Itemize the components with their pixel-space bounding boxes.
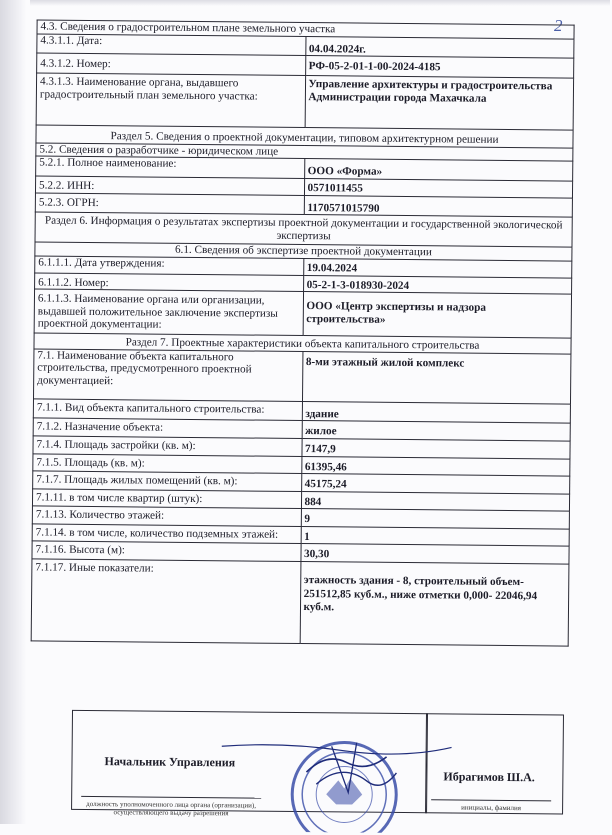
row-value: 61395,46 (301, 456, 570, 476)
row-label: 7.1. Наименование объекта капитального строительства, предусмотренного проектной документацией: (34, 349, 303, 402)
row-label: 7.1.13. Количество этажей: (32, 506, 301, 526)
row-value: 30,30 (300, 544, 569, 564)
caption-name: инициалы, фамилия (461, 803, 522, 813)
section-5-subtitle: 5.2. Сведения о разработчике - юридическом лице (36, 143, 573, 162)
caption-position: должность уполномоченного лица органа (организации), осуществляющего выдачу разрешения (86, 799, 257, 818)
table-row (34, 349, 571, 404)
row-label: 7.1.17. Иные показатели: (31, 559, 300, 644)
row-value: 7147,9 (301, 438, 570, 458)
section-6-subtitle: 6.1. Сведения об экспертизе проектной документации (35, 242, 572, 261)
row-value: ООО «Форма» (304, 159, 573, 181)
row-label: 6.1.1.3. Наименование органа или организации, выдавшей положительное заключение экспертизы проектной документации: (34, 289, 303, 336)
row-label: 7.1.11. в том числе квартир (штук): (32, 489, 301, 509)
row-value: 1170571015790 (304, 195, 573, 217)
row-value: 884 (301, 491, 570, 511)
row-label: 7.1.7. Площадь жилых помещений (кв. м): (33, 471, 302, 491)
permit-table (31, 19, 575, 646)
row-label: 4.3.1.1. Дата: (37, 34, 306, 56)
row-value: 45175,24 (301, 474, 570, 494)
row-value: этажность здания - 8, строительный объем- 251512,85 куб.м., ниже отметки 0,000- 22046,94 куб.м. (300, 562, 569, 647)
row-value: 04.04.2024г. (305, 36, 574, 58)
table-row (36, 73, 573, 130)
page-number: 2 (554, 16, 563, 35)
table-row (34, 289, 571, 338)
row-label: 7.1.14. в том числе, количество подземных этажей: (32, 524, 301, 544)
signatory-name: Ибрагимов Ш.А. (443, 769, 535, 785)
row-label: 4.3.1.2. Номер: (37, 53, 306, 76)
row-value: РФ-05-2-01-1-00-2024-4185 (305, 56, 574, 79)
signature-block (71, 710, 572, 825)
table-row (31, 559, 569, 646)
section-5-title: Раздел 5. Сведения о проектной документации, типовом архитектурном решении (36, 125, 573, 148)
row-value: 1 (301, 526, 570, 546)
signature-stroke-icon (222, 731, 452, 763)
row-label: 5.2.2. ИНН: (35, 176, 304, 195)
row-label: 7.1.2. Назначение объекта: (33, 418, 302, 438)
row-value: ООО «Центр экспертизы и надзора строительства» (303, 292, 572, 339)
signatory-position: Начальник Управления (104, 754, 236, 770)
row-label: 7.1.1. Вид объекта капитального строительства: (33, 399, 302, 421)
row-label: 7.1.16. Высота (м): (32, 541, 301, 561)
row-label: 5.2.3. ОГРН: (35, 193, 304, 215)
row-label: 4.3.1.3. Наименование органа, выдавшего градостроительный план земельного участка: (36, 73, 305, 128)
row-value: 8-ми этажный жилой комплекс (302, 351, 571, 404)
section-6-title: Раздел 6. Информация о результатах экспертизы проектной документации и государственной экологической экспертизы (35, 212, 572, 247)
section-7-title: Раздел 7. Проектные характеристики объекта капитального строительства (34, 333, 571, 354)
row-value: 0571011455 (304, 178, 573, 197)
row-label: 7.1.5. Площадь (кв. м): (33, 453, 302, 473)
row-label: 5.2.1. Полное наименование: (36, 156, 305, 178)
row-label: 6.1.1.1. Дата утверждения: (35, 256, 304, 275)
row-value: жилое (302, 421, 571, 441)
row-value: 05-2-1-3-018930-2024 (303, 275, 572, 294)
row-value: 9 (301, 509, 570, 529)
row-value: 19.04.2024 (303, 258, 572, 277)
section-4-3-title: 4.3. Сведения о градостроительном плане земельного участка (37, 20, 574, 39)
row-label: 7.1.4. Площадь застройки (кв. м): (33, 436, 302, 456)
row-value: здание (302, 401, 571, 423)
row-value: Управление архитектуры и градостроительства Администрации города Махачкала (305, 76, 574, 131)
row-label: 6.1.1.2. Номер: (35, 272, 304, 291)
